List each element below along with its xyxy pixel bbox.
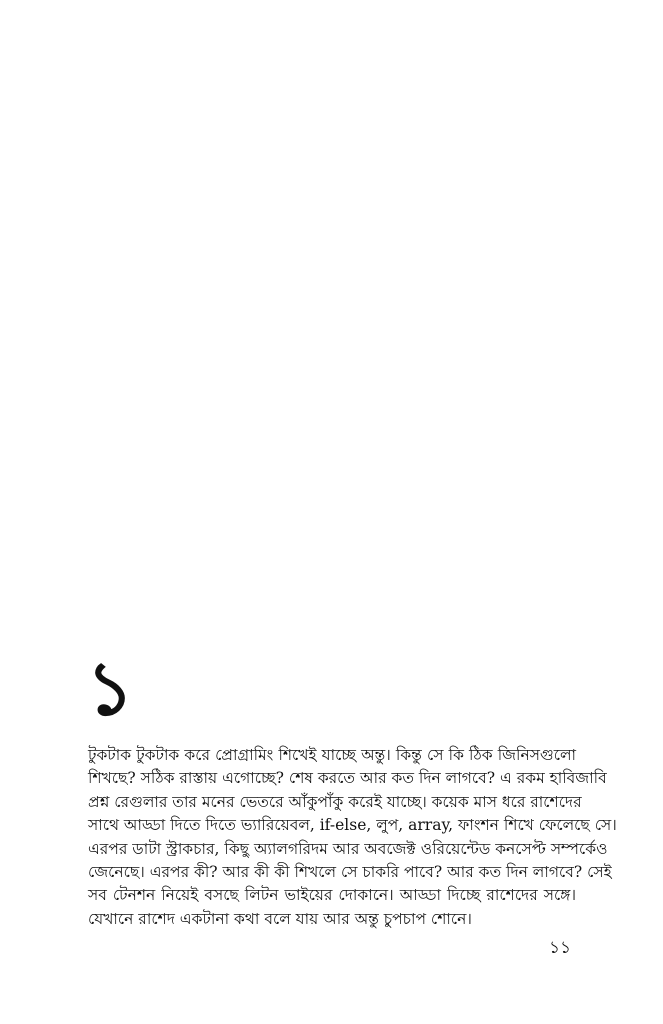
page-number: ১১ bbox=[548, 938, 571, 958]
paragraph-line: যেখানে রাশেদ একটানা কথা বলে যায় আর অন্তু চুপচাপ শোনে। bbox=[88, 909, 472, 928]
chapter-paragraph bbox=[88, 744, 617, 931]
paragraph-line: জেনেছে। এরপর কী? আর কী কী শিখলে সে চাকরি পাবে? আর কত দিন লাগবে? সেই bbox=[88, 863, 612, 882]
paragraph-line: টুকটাক টুকটাক করে প্রোগ্রামিং শিখেই যাচ্ছে অন্তু। কিন্তু সে কি ঠিক জিনিসগুলো bbox=[88, 746, 576, 764]
paragraph-line: সাথে আড্ডা দিতে দিতে ভ্যারিয়েবল, if-else, লুপ, array, ফাংশন শিখে ফেলেছে সে। bbox=[88, 816, 617, 835]
paragraph-line: সব টেনশন নিয়েই বসছে লিটন ভাইয়ের দোকানে। আড্ডা দিচ্ছে রাশেদের সঙ্গে। bbox=[88, 886, 576, 905]
paragraph-line: প্রশ্ন রেগুলার তার মনের ভেতরে আঁকুপাঁকু করেই যাচ্ছে। কয়েক মাস ধরে রাশেদের bbox=[88, 792, 582, 811]
paragraph-line: এরপর ডাটা স্ট্রাকচার, কিছু অ্যালগরিদম আর অবজেক্ট ওরিয়েন্টেড কনসেপ্ট সম্পর্কেও bbox=[88, 839, 608, 858]
chapter-number: ১ bbox=[86, 646, 135, 732]
paragraph-line: শিখছে? সঠিক রাস্তায় এগোচ্ছে? শেষ করতে আর কত দিন লাগবে? এ রকম হাবিজাবি bbox=[88, 769, 607, 788]
